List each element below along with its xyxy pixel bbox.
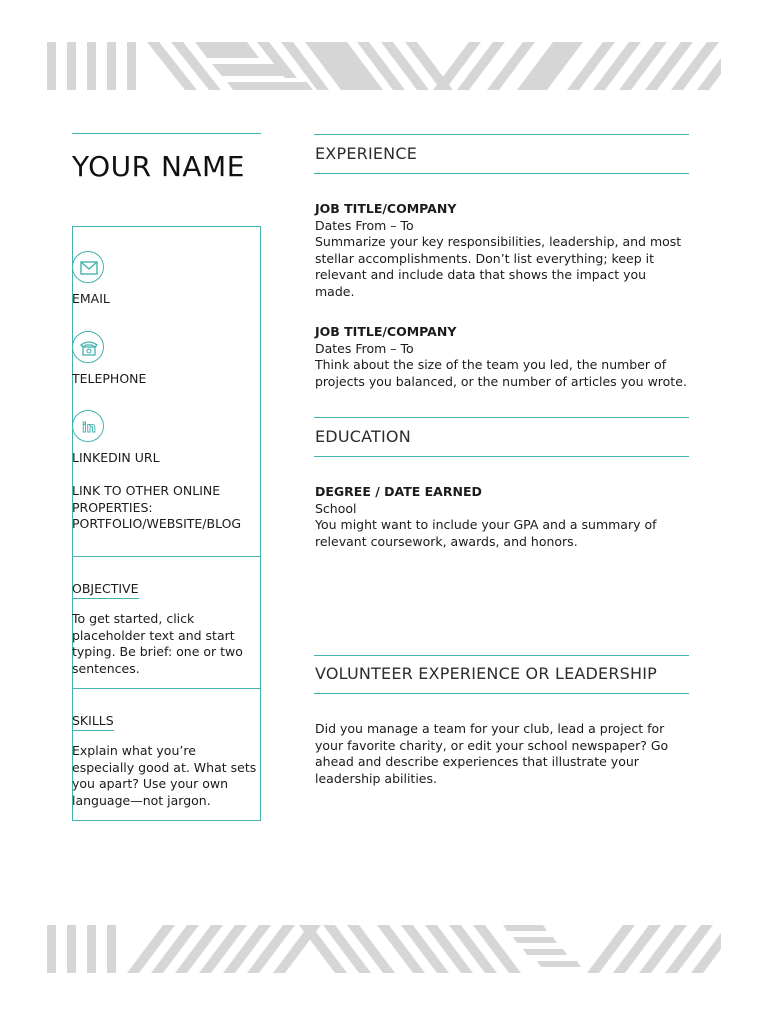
job-dates: Dates From – To — [315, 340, 414, 356]
job-title: JOB TITLE/COMPANY — [315, 201, 457, 216]
other-properties-line: LINK TO OTHER ONLINE — [72, 483, 221, 498]
job-description-line: projects you balanced, or the number of articles you wrote. — [315, 373, 687, 389]
job-dates: Dates From – To — [315, 217, 414, 233]
linkedin-icon — [72, 410, 104, 442]
skills-heading-text: SKILLS — [72, 713, 114, 731]
skills-heading — [72, 713, 114, 731]
job-description-line: made. — [315, 283, 355, 299]
school-name: School — [315, 500, 357, 516]
other-properties-line: PROPERTIES: — [72, 499, 153, 515]
job-description-line: stellar accomplishments. Don’t list everything; keep it — [315, 250, 655, 266]
objective-line: placeholder text and start — [72, 627, 235, 643]
volunteer-line: leadership abilities. — [315, 770, 437, 786]
education-description-line: You might want to include your GPA and a summary of — [315, 517, 657, 532]
skills-line: you apart? Use your own — [72, 776, 229, 791]
top-decorative-band — [47, 42, 721, 90]
job-description-line: Summarize your key responsibilities, leadership, and most — [315, 234, 682, 249]
experience-bottom-rule — [314, 173, 689, 174]
stripe-pattern-bottom — [47, 925, 721, 973]
stripe-pattern-top — [47, 42, 721, 90]
page-title: YOUR NAME — [72, 150, 245, 183]
name-top-rule — [72, 133, 261, 134]
objective-line: sentences. — [72, 660, 140, 676]
volunteer-heading: VOLUNTEER EXPERIENCE OR LEADERSHIP — [315, 664, 658, 683]
job-title: JOB TITLE/COMPANY — [315, 324, 457, 339]
telephone-label: TELEPHONE — [72, 371, 147, 386]
education-top-rule — [314, 417, 689, 418]
volunteer-line: ahead and describe experiences that illustrate your — [315, 754, 639, 769]
other-properties-label — [72, 483, 241, 533]
education-heading: EDUCATION — [315, 427, 411, 446]
objective-line: To get started, click — [72, 611, 195, 626]
other-properties-line: PORTFOLIO/WEBSITE/BLOG — [72, 516, 242, 531]
education-description-line: relevant coursework, awards, and honors. — [315, 533, 578, 549]
volunteer-line: your favorite charity, or edit your school newspaper? Go — [315, 737, 669, 753]
objective-heading-text: OBJECTIVE — [72, 581, 139, 599]
email-label: EMAIL — [72, 291, 110, 306]
skills-text — [72, 743, 256, 809]
bottom-decorative-band — [47, 925, 721, 973]
objective-text — [72, 611, 243, 677]
svg-text:in: in — [82, 421, 96, 436]
degree-title: DEGREE / DATE EARNED — [315, 484, 482, 499]
job-entry-1 — [315, 201, 681, 300]
volunteer-description — [315, 721, 668, 787]
education-bottom-rule — [314, 456, 689, 457]
job-entry-2 — [315, 324, 687, 390]
objective-line: typing. Be brief: one or two — [72, 644, 243, 659]
volunteer-top-rule — [314, 655, 689, 656]
job-description-line: Think about the size of the team you led, the number of — [315, 357, 667, 372]
linkedin-url-label: LINKEDIN URL — [72, 450, 160, 465]
skills-line: language—not jargon. — [72, 792, 211, 808]
job-description-line: relevant and include data that shows the impact you — [315, 267, 647, 282]
experience-top-rule — [314, 134, 689, 135]
telephone-icon — [72, 331, 104, 363]
envelope-icon — [72, 251, 104, 283]
education-entry — [315, 484, 657, 550]
volunteer-line: Did you manage a team for your club, lead a project for — [315, 721, 665, 736]
skills-line: especially good at. What sets — [72, 759, 257, 775]
skills-line: Explain what you’re — [72, 743, 196, 758]
volunteer-bottom-rule — [314, 693, 689, 694]
experience-heading: EXPERIENCE — [315, 144, 418, 163]
objective-heading — [72, 581, 139, 599]
